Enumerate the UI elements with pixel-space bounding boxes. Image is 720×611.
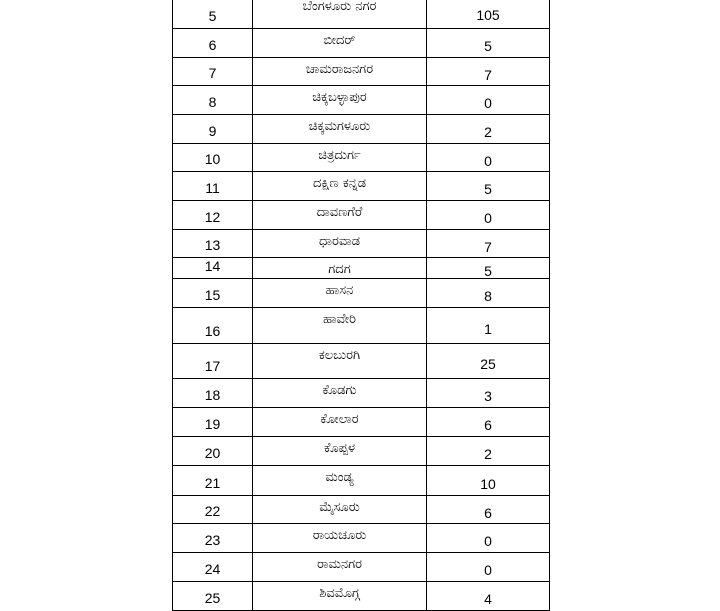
- district-name-cell: ದಾವಣಗೆರೆ: [253, 201, 427, 230]
- serial-number-cell: 20: [173, 437, 253, 466]
- serial-number-cell: 24: [173, 553, 253, 582]
- table-row: [173, 0, 550, 29]
- count-cell: 10: [427, 466, 550, 496]
- serial-number-cell: 18: [173, 379, 253, 408]
- serial-number-cell: 13: [173, 230, 253, 258]
- table-row: [173, 172, 550, 201]
- serial-number-cell: 23: [173, 524, 253, 553]
- district-name-cell: ಮಂಡ್ಯ: [253, 466, 427, 496]
- table-row: [173, 279, 550, 308]
- district-name-cell: ಚಿಕ್ಕಮಗಳೂರು: [253, 115, 427, 144]
- table-row: [173, 553, 550, 582]
- count-cell: 2: [427, 437, 550, 466]
- serial-number-cell: 17: [173, 344, 253, 379]
- count-cell: 2: [427, 115, 550, 144]
- serial-number-cell: 6: [173, 29, 253, 58]
- count-cell: 6: [427, 496, 550, 524]
- table-row: [173, 115, 550, 144]
- district-name-cell: ಹಾವೇರಿ: [253, 308, 427, 344]
- table-row: [173, 582, 550, 611]
- count-cell: 0: [427, 86, 550, 115]
- serial-number-cell: 19: [173, 408, 253, 437]
- district-name-cell: ಶಿವಮೊಗ್ಗ: [253, 582, 427, 611]
- count-cell: 0: [427, 524, 550, 553]
- serial-number-cell: 11: [173, 172, 253, 201]
- serial-number-cell: 22: [173, 496, 253, 524]
- serial-number-cell: 5: [173, 0, 253, 29]
- serial-number-cell: 15: [173, 279, 253, 308]
- count-cell: 3: [427, 379, 550, 408]
- district-name-cell: ದಕ್ಷಿಣ ಕನ್ನಡ: [253, 172, 427, 201]
- serial-number-cell: 25: [173, 582, 253, 611]
- table-row: [173, 437, 550, 466]
- serial-number-cell: 10: [173, 144, 253, 172]
- count-cell: 0: [427, 144, 550, 172]
- serial-number-cell: 21: [173, 466, 253, 496]
- table-row: [173, 379, 550, 408]
- district-name-cell: ಕೊಪ್ಪಳ: [253, 437, 427, 466]
- district-name-cell: ಚಾಮರಾಜನಗರ: [253, 58, 427, 86]
- count-cell: 25: [427, 344, 550, 379]
- district-count-table: [172, 0, 550, 611]
- count-cell: 7: [427, 230, 550, 258]
- district-name-cell: ಕೋಲಾರ: [253, 408, 427, 437]
- table-row: [173, 496, 550, 524]
- table-row: [173, 29, 550, 58]
- district-name-cell: ಮೈಸೂರು: [253, 496, 427, 524]
- count-cell: 7: [427, 58, 550, 86]
- count-cell: 5: [427, 29, 550, 58]
- count-cell: 5: [427, 172, 550, 201]
- table-row: [173, 466, 550, 496]
- count-cell: 5: [427, 258, 550, 279]
- table-row: [173, 524, 550, 553]
- serial-number-cell: 12: [173, 201, 253, 230]
- count-cell: 0: [427, 553, 550, 582]
- district-name-cell: ರಾಮನಗರ: [253, 553, 427, 582]
- serial-number-cell: 9: [173, 115, 253, 144]
- district-name-cell: ಬೀದರ್: [253, 29, 427, 58]
- table-row: [173, 308, 550, 344]
- table-row: [173, 86, 550, 115]
- serial-number-cell: 16: [173, 308, 253, 344]
- district-table-container: [172, 0, 549, 611]
- table-row: [173, 344, 550, 379]
- serial-number-cell: 8: [173, 86, 253, 115]
- table-row: [173, 58, 550, 86]
- district-name-cell: ಗದಗ: [253, 258, 427, 279]
- district-name-cell: ಬೆಂಗಳೂರು ನಗರ: [253, 0, 427, 29]
- district-name-cell: ಚಿತ್ರದುರ್ಗ: [253, 144, 427, 172]
- district-name-cell: ಕಲಬುರಗಿ: [253, 344, 427, 379]
- count-cell: 105: [427, 0, 550, 29]
- serial-number-cell: 14: [173, 258, 253, 279]
- table-row: [173, 408, 550, 437]
- table-row: [173, 201, 550, 230]
- table-row: [173, 258, 550, 279]
- table-row: [173, 230, 550, 258]
- serial-number-cell: 7: [173, 58, 253, 86]
- district-name-cell: ಧಾರವಾಡ: [253, 230, 427, 258]
- table-row: [173, 144, 550, 172]
- district-name-cell: ಕೊಡಗು: [253, 379, 427, 408]
- district-name-cell: ಹಾಸನ: [253, 279, 427, 308]
- table-body: [173, 0, 550, 611]
- count-cell: 8: [427, 279, 550, 308]
- district-name-cell: ಚಿಕ್ಕಬಳ್ಳಾಪುರ: [253, 86, 427, 115]
- count-cell: 6: [427, 408, 550, 437]
- count-cell: 4: [427, 582, 550, 611]
- count-cell: 0: [427, 201, 550, 230]
- count-cell: 1: [427, 308, 550, 344]
- district-name-cell: ರಾಯಚೂರು: [253, 524, 427, 553]
